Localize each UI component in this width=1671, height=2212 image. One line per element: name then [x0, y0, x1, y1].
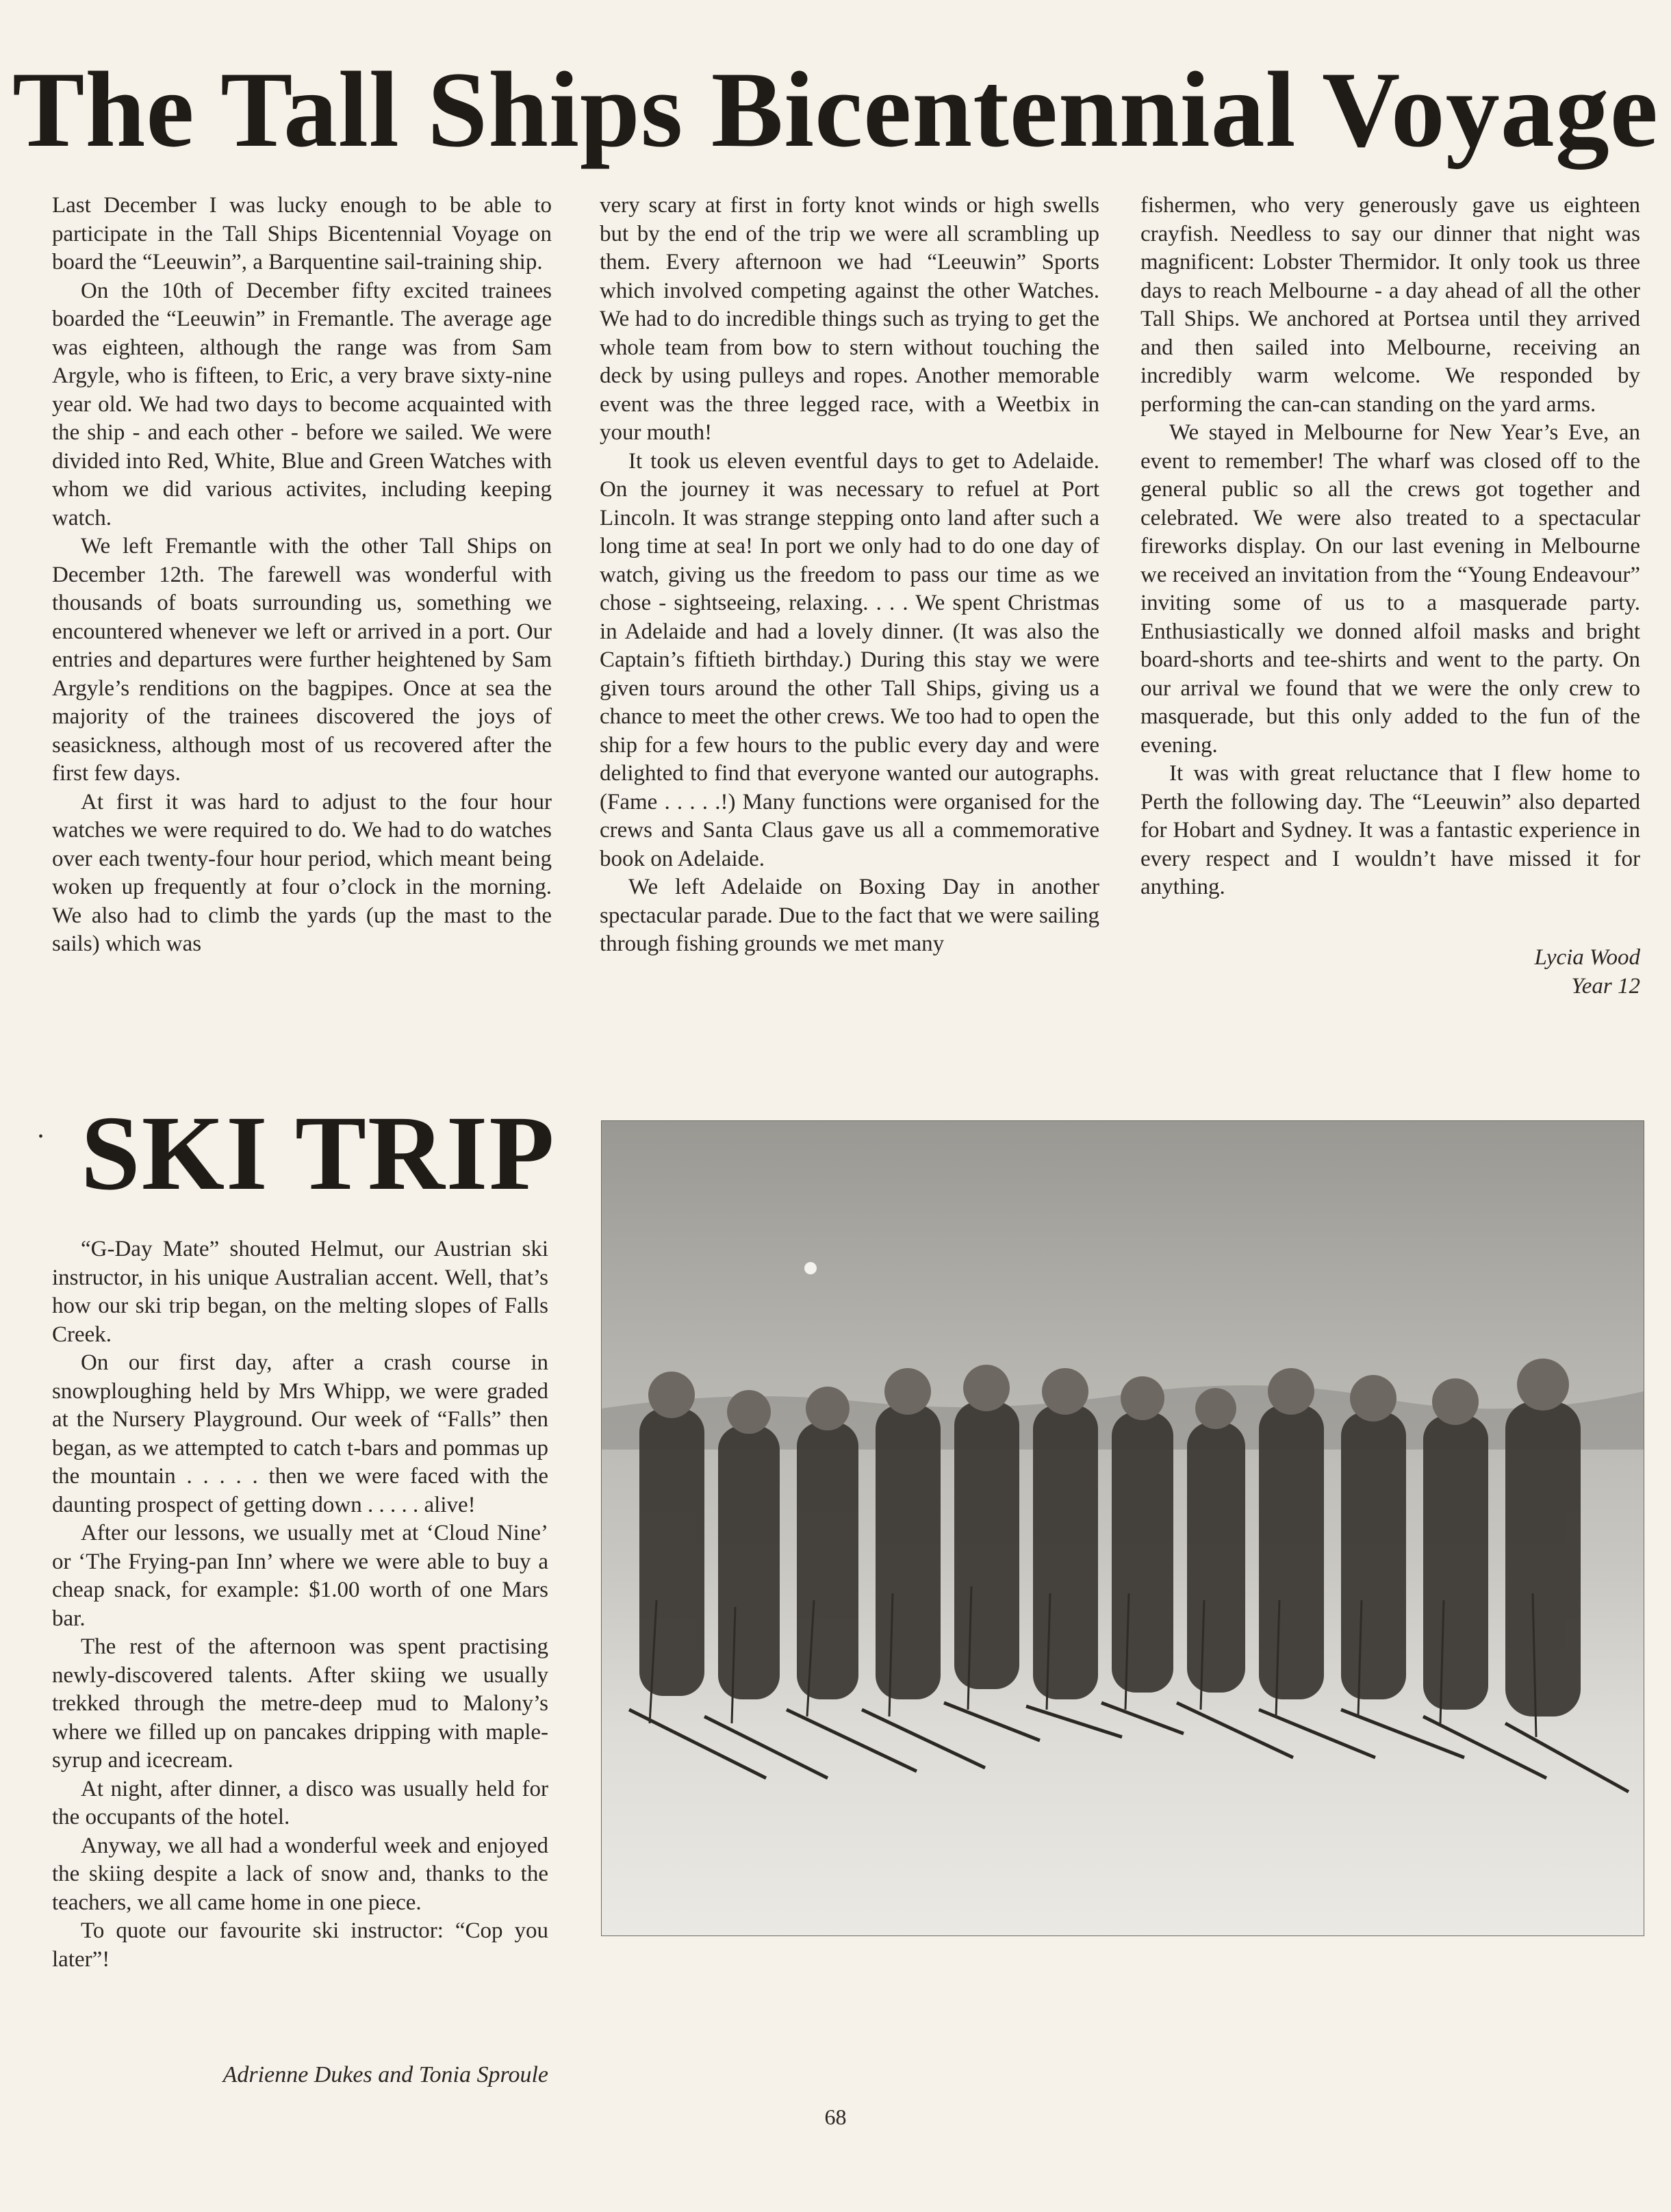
- page-number: 68: [824, 2105, 847, 2129]
- author-name: Lycia Wood: [1534, 944, 1640, 970]
- ski-byline: Adrienne Dukes and Tonia Sproule: [222, 2062, 548, 2087]
- voyage-column-3: [1140, 192, 1640, 1001]
- voyage-column-2: [600, 192, 1099, 959]
- paragraph: At night, after dinner, a disco was usually held for the occupants of the hotel.: [52, 1776, 548, 1829]
- paragraph: To quote our favourite ski instructor: “Cop you later”!: [52, 1918, 548, 1972]
- voyage-column-1: [52, 192, 552, 959]
- article-title: The Tall Ships Bicentennial Voyage: [12, 50, 1659, 170]
- voyage-byline: [1140, 943, 1640, 1001]
- bullet-mark: •: [38, 1129, 44, 1144]
- paragraph: very scary at first in forty knot winds or high swells but by the end of the trip we were all scrambling up them. Every afternoon we had “Leeuwin” Sports which involved competing against the other Watches. We had to do incredible things such as trying to get the whole team from bow to stern without touching the deck by using pulleys and ropes. Another memorable event was the three legged race, with a Weetbix in your mouth!: [600, 193, 1099, 445]
- paragraph: We left Fremantle with the other Tall Ships on December 12th. The farewell was wonderful with thousands of boats surrounding us, something we encountered whenever we left or arrived in a port. Our entries and departures were further heightened by Sam Argyle’s renditions on the bagpipes. Once at sea the majority of the trainees discovered the joys of seasickness, although most of us recovered after the first few days.: [52, 534, 552, 786]
- paragraph: “G-Day Mate” shouted Helmut, our Austrian ski instructor, in his unique Australian accent. Well, that’s how our ski trip began, on the melting slopes of Falls Creek.: [52, 1237, 548, 1347]
- ski-group-illustration: [602, 1121, 1644, 1936]
- paragraph: The rest of the afternoon was spent practising newly-discovered talents. After skiing we usually trekked through the metre-deep mud to Malony’s where we filled up on pancakes dripping with maple-syrup and icecream.: [52, 1634, 548, 1773]
- paragraph: On the 10th of December fifty excited trainees boarded the “Leeuwin” in Fremantle. The average age was eighteen, although the range was from Sam Argyle, who is fifteen, to Eric, a very brave sixty-nine year old. We had two days to become acquainted with the ship - and each other - before we sailed. We were divided into Red, White, Blue and Green Watches with whom we did various activites, including keeping watch.: [52, 278, 552, 530]
- paragraph: It took us eleven eventful days to get to Adelaide. On the journey it was necessary to refuel at Port Lincoln. It was strange stepping onto land after such a long time at sea! In port we only had to do one day of watch, giving us the freedom to pass our time as we chose - sightseeing, relaxing. . . . We spent Christmas in Adelaide and had a lovely dinner. (It was also the Captain’s fiftieth birthday.) During this stay we were given tours around the other Tall Ships, giving us a chance to meet the other crews. We too had to open the ship for a few hours to the public every day and were delighted to find that everyone wanted our autographs. (Fame . . . . .!) Many functions were organised for the crews and Santa Claus gave us all a commemorative book on Adelaide.: [600, 448, 1099, 871]
- ski-group-photo: [601, 1120, 1644, 1936]
- paragraph: fishermen, who very generously gave us eighteen crayfish. Needless to say our dinner that night was magnificent: Lobster Thermidor. It only took us three days to reach Melbourne - a day ahead of all the other Tall Ships. We anchored at Portsea until they arrived and then sailed into Melbourne, receiving an incredibly warm welcome. We responded by performing the can-can standing on the yard arms.: [1140, 193, 1640, 417]
- paragraph: We left Adelaide on Boxing Day in another spectacular parade. Due to the fact that we were sailing through fishing grounds we met many: [600, 875, 1099, 956]
- paragraph: It was with great reluctance that I flew home to Perth the following day. The “Leeuwin” also departed for Hobart and Sydney. It was a fantastic experience in every respect and I wouldn’t have missed it for anything.: [1140, 761, 1640, 899]
- paragraph: After our lessons, we usually met at ‘Cloud Nine’ or ‘The Frying-pan Inn’ where we were able to buy a cheap snack, for example: $1.00 worth of one Mars bar.: [52, 1521, 548, 1631]
- paragraph: On our first day, after a crash course in snowploughing held by Mrs Whipp, we were graded at the Nursery Playground. Our week of “Falls” then began, as we attempted to catch t-bars and pommas up the mountain . . . . . then we were faced with the daunting prospect of getting down . . . . . alive!: [52, 1350, 548, 1517]
- ski-trip-title: SKI TRIP: [81, 1094, 556, 1212]
- voyage-article: [52, 192, 1640, 1054]
- author-year: Year 12: [1571, 973, 1640, 999]
- paragraph: Last December I was lucky enough to be able to participate in the Tall Ships Bicentennial Voyage on board the “Leeuwin”, a Barquentine sail-training ship.: [52, 193, 552, 274]
- paragraph: We stayed in Melbourne for New Year’s Eve, an event to remember! The wharf was closed off to the general public so all the crews got together and celebrated. We were also treated to a spectacular fireworks display. On our last evening in Melbourne we received an invitation from the “Young Endeavour” inviting some of us to a masquerade party. Enthusiastically we donned alfoil masks and bright board-shorts and tee-shirts and went to the party. On our arrival we found that we were the only crew to masquerade, but this only added to the fun of the evening.: [1140, 420, 1640, 758]
- paragraph: At first it was hard to adjust to the four hour watches we were required to do. We had to do watches over each twenty-four hour period, which meant being woken up frequently at four o’clock in the morning. We also had to climb the yards (up the mast to the sails) which was: [52, 789, 552, 956]
- paragraph: Anyway, we all had a wonderful week and enjoyed the skiing despite a lack of snow and, thanks to the teachers, we all came home in one piece.: [52, 1833, 548, 1915]
- ski-trip-article: [52, 1235, 548, 1974]
